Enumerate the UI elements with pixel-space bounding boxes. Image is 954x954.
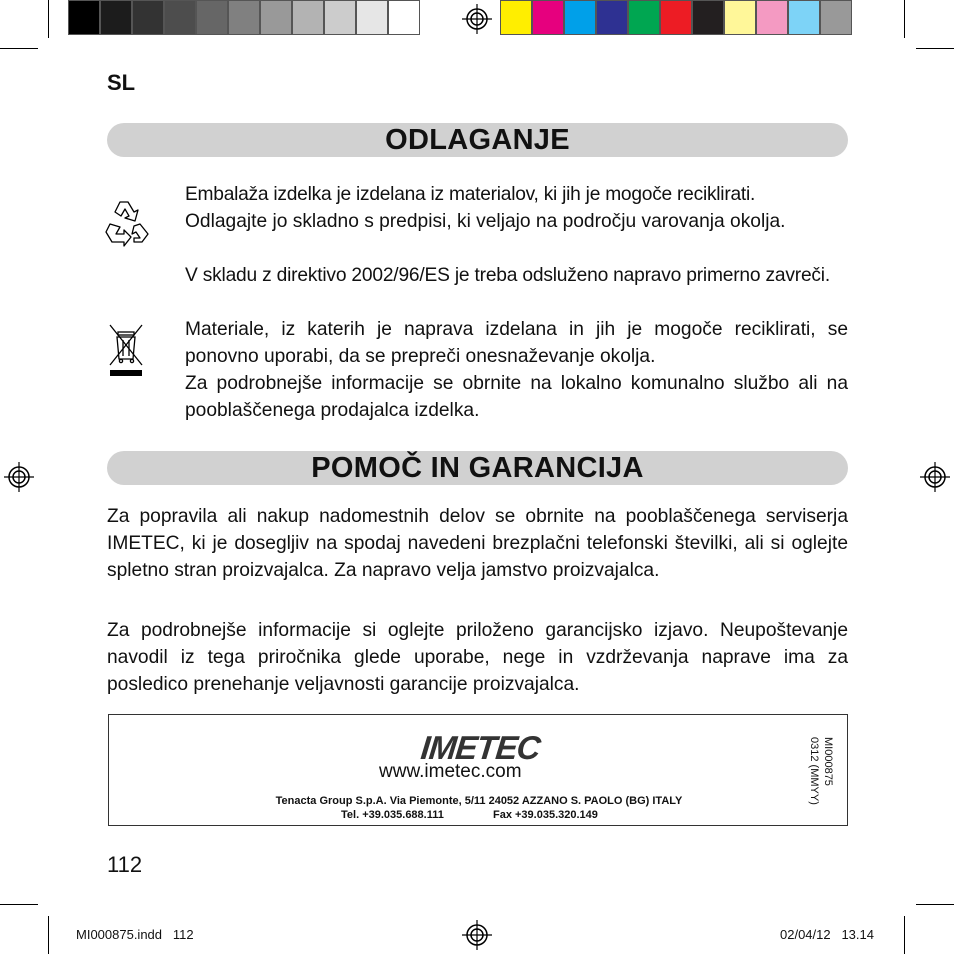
registration-mark-icon bbox=[920, 462, 950, 492]
color-swatch bbox=[324, 0, 356, 35]
color-swatch bbox=[756, 0, 788, 35]
document-code bbox=[789, 729, 879, 819]
color-swatch bbox=[820, 0, 852, 35]
contact-paragraph: Za podrobnejše informacije se obrnite na lokalno komunalno službo ali na pooblaščenega prodajalca izdelka. bbox=[185, 373, 848, 421]
company-address: Tenacta Group S.p.A. Via Piemonte, 5/11 24052 AZZANO S. PAOLO (BG) ITALY bbox=[275, 795, 683, 807]
color-swatch bbox=[500, 0, 532, 35]
text-line: Embalaža izdelka je izdelana iz materialov, ki jih je mogoče reciklirati. bbox=[185, 184, 756, 205]
fax-number: Fax +39.035.320.149 bbox=[493, 809, 598, 821]
color-swatch bbox=[164, 0, 196, 35]
color-swatch bbox=[660, 0, 692, 35]
disposal-paragraph bbox=[185, 181, 848, 235]
section-header-disposal bbox=[107, 123, 848, 157]
registration-mark-icon bbox=[462, 4, 492, 34]
directive-paragraph: V skladu z direktivo 2002/96/ES je treba odsluženo napravo primerno zavreči. bbox=[185, 265, 830, 286]
color-swatch bbox=[724, 0, 756, 35]
color-calibration-bar bbox=[68, 0, 852, 35]
warranty-paragraph: Za popravila ali nakup nadomestnih delov se obrnite na pooblaščenega serviserja IMETEC, ki je dosegljiv na spodaj navedeni brezplačni telefonski številki, ali si oglejte spletno stran proizvajalca. Za napravo velja jamstvo proizvajalca. bbox=[107, 506, 848, 581]
crop-mark bbox=[904, 0, 905, 38]
warranty-paragraph: Za podrobnejše informacije si oglejte priloženo garancijsko izjavo. Neupoštevanje navodil iz tega priročnika glede uporabe, nege in vzdrževanja naprave ima za posledico prenehanje veljavnosti garancije proizvajalca. bbox=[107, 620, 848, 695]
manufacturer-info-box bbox=[108, 714, 848, 826]
recycle-icon bbox=[104, 196, 150, 248]
color-swatch bbox=[596, 0, 628, 35]
color-swatch bbox=[532, 0, 564, 35]
crop-mark bbox=[916, 48, 954, 49]
section-title: POMOČ IN GARANCIJA bbox=[311, 451, 644, 484]
text-line: Odlagajte jo skladno s predpisi, ki veljajo na področju varovanja okolja. bbox=[185, 211, 786, 232]
registration-mark-icon bbox=[462, 920, 492, 950]
crop-mark bbox=[48, 916, 49, 954]
color-swatch bbox=[260, 0, 292, 35]
color-swatch bbox=[68, 0, 100, 35]
color-swatch bbox=[228, 0, 260, 35]
registration-mark-icon bbox=[4, 462, 34, 492]
crossed-bin-icon bbox=[108, 323, 144, 377]
color-swatch bbox=[356, 0, 388, 35]
section-header-warranty bbox=[107, 451, 848, 485]
color-swatch bbox=[564, 0, 596, 35]
color-swatch bbox=[132, 0, 164, 35]
imetec-logo: IMETEC bbox=[419, 729, 542, 766]
crop-mark bbox=[48, 0, 49, 38]
crop-mark bbox=[0, 48, 38, 49]
recycling-paragraph: Materiale, iz katerih je naprava izdelana in jih je mogoče reciklirati, se ponovno uporabi, da se prepreči onesnaževanje okolja. bbox=[185, 319, 848, 367]
document-code-line: MI000875 bbox=[822, 737, 834, 786]
phone-number: Tel. +39.035.688.111 bbox=[341, 809, 444, 821]
color-swatch bbox=[388, 0, 420, 35]
color-swatch bbox=[692, 0, 724, 35]
crop-mark bbox=[904, 916, 905, 954]
language-code: SL bbox=[107, 70, 136, 95]
website-link[interactable]: www.imetec.com bbox=[379, 761, 522, 782]
section-title: ODLAGANJE bbox=[385, 123, 570, 156]
color-swatch bbox=[788, 0, 820, 35]
color-swatch bbox=[292, 0, 324, 35]
color-swatch bbox=[100, 0, 132, 35]
crop-mark bbox=[916, 904, 954, 905]
crop-mark bbox=[0, 904, 38, 905]
page-number: 112 bbox=[107, 852, 143, 877]
file-info: MI000875.indd 112 bbox=[76, 927, 194, 942]
color-swatch bbox=[628, 0, 660, 35]
color-swatch bbox=[196, 0, 228, 35]
document-code-line: 0312 (MMYY) bbox=[808, 737, 820, 805]
date-time: 02/04/12 13.14 bbox=[780, 927, 874, 942]
